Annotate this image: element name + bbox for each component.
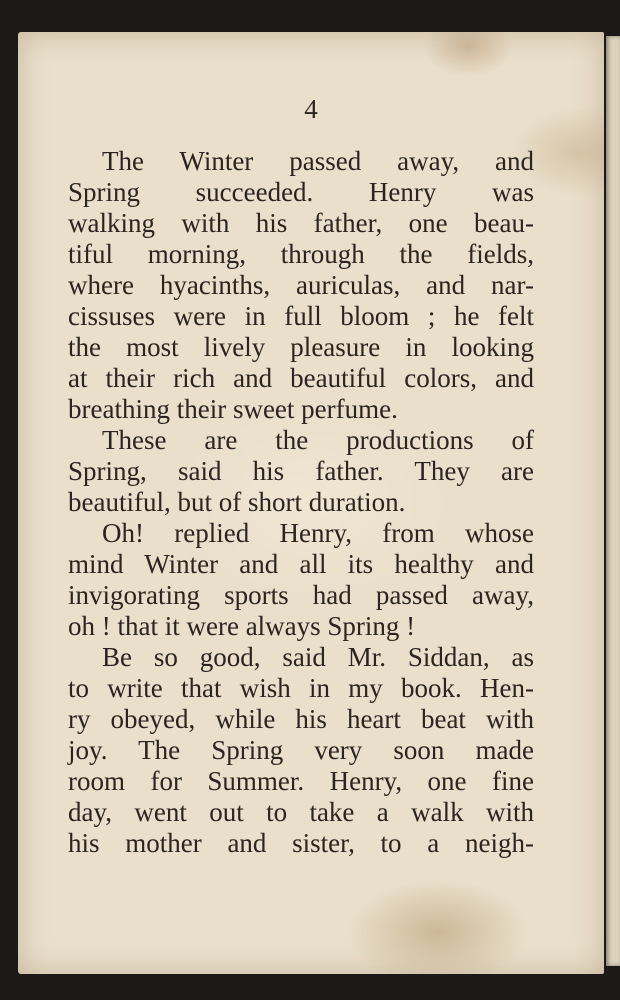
text-line: oh ! that it were always Spring !	[68, 611, 416, 641]
text-line: Oh! replied Henry, from whose	[102, 518, 534, 548]
text-line: Spring succeeded. Henry was	[68, 177, 534, 207]
body-text	[68, 146, 534, 859]
text-line: Spring, said his father. They are	[68, 456, 534, 486]
text-line: to write that wish in my book. Hen-	[68, 673, 534, 703]
text-line: The Winter passed away, and	[102, 146, 534, 176]
text-line: where hyacinths, auriculas, and nar-	[68, 270, 534, 300]
text-line: his mother and sister, to a neigh-	[68, 828, 534, 858]
text-line: Be so good, said Mr. Siddan, as	[102, 642, 534, 672]
text-line: room for Summer. Henry, one fine	[68, 766, 534, 796]
text-line: at their rich and beautiful colors, and	[68, 363, 534, 393]
text-line: tiful morning, through the fields,	[68, 239, 534, 269]
text-line: beautiful, but of short duration.	[68, 487, 406, 517]
text-line: mind Winter and all its healthy and	[68, 549, 534, 579]
text-line: invigorating sports had passed away,	[68, 580, 534, 610]
text-line: the most lively pleasure in looking	[68, 332, 534, 362]
text-line: walking with his father, one beau-	[68, 208, 534, 238]
text-line: These are the productions of	[102, 425, 534, 455]
text-line: day, went out to take a walk with	[68, 797, 534, 827]
text-line: breathing their sweet perfume.	[68, 394, 398, 424]
adjacent-page-edge	[606, 36, 620, 966]
page-number: 4	[304, 94, 318, 124]
book-page	[18, 32, 604, 974]
text-line: joy. The Spring very soon made	[68, 735, 534, 765]
text-line: cissuses were in full bloom ; he felt	[68, 301, 534, 331]
text-line: ry obeyed, while his heart beat with	[68, 704, 534, 734]
